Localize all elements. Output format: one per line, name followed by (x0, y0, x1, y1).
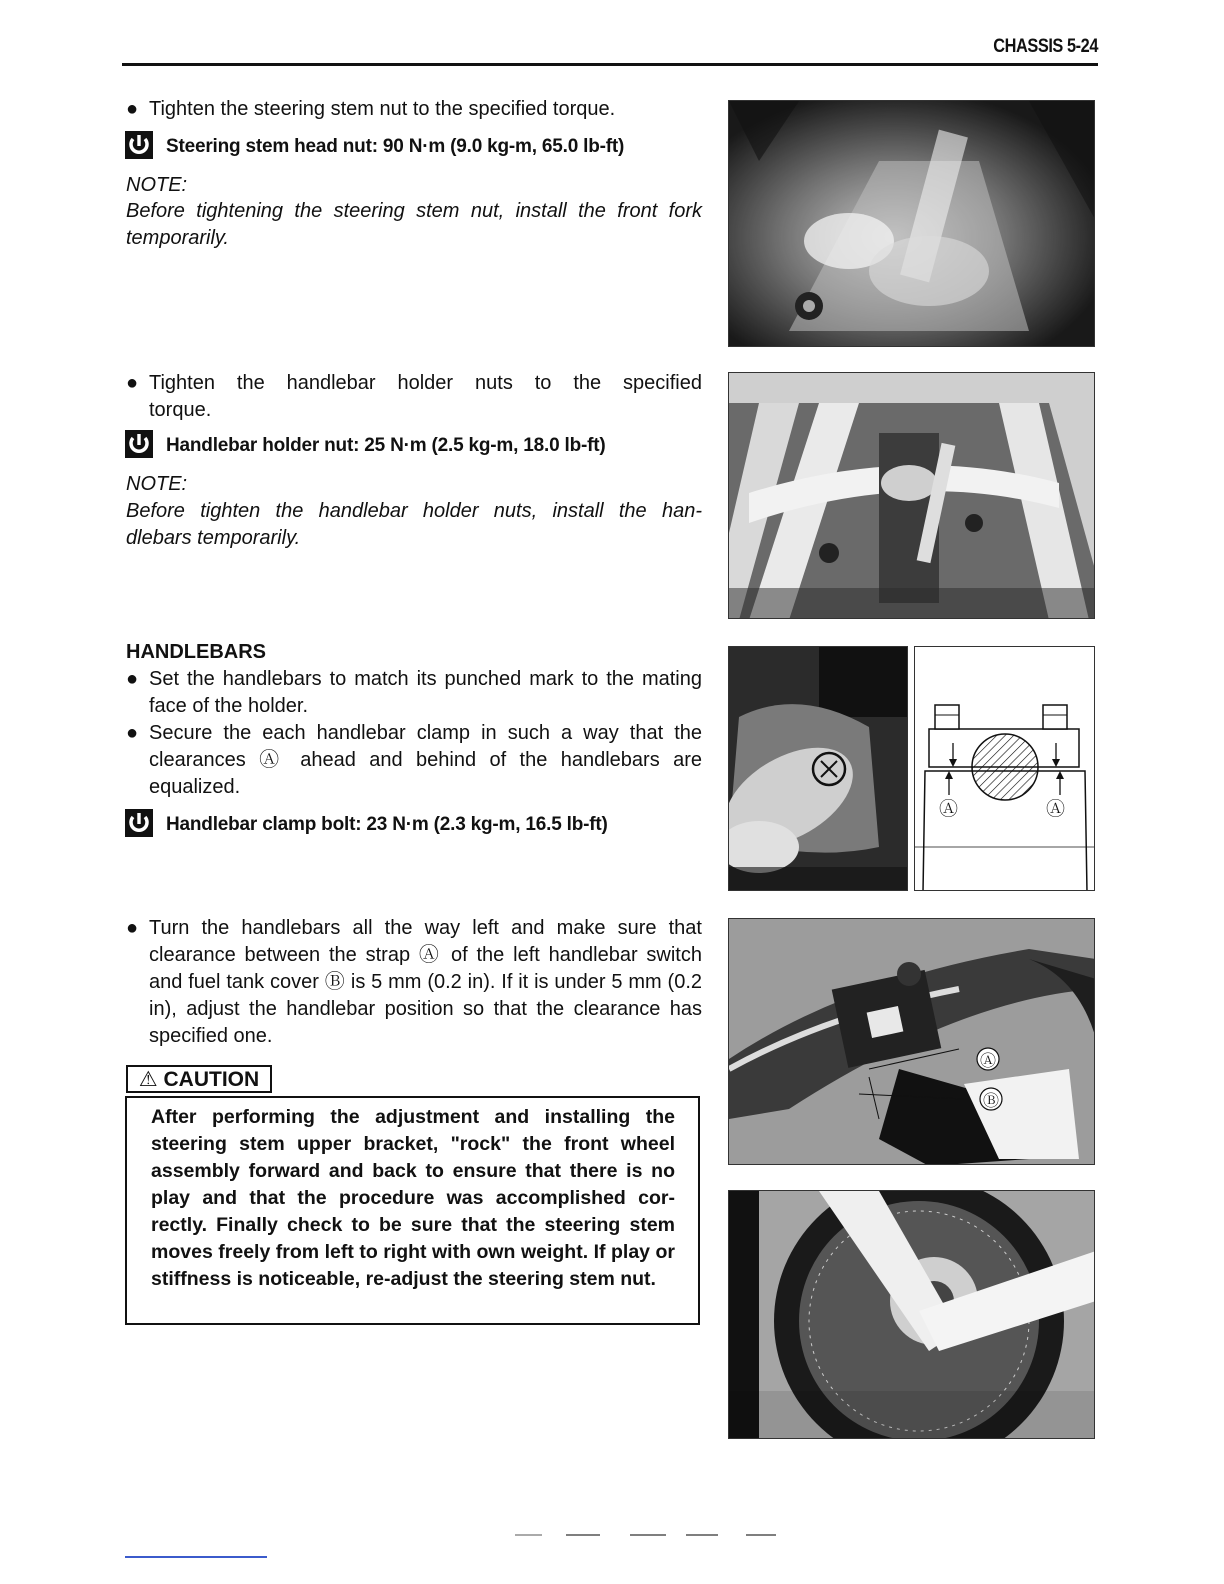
handlebar-clamp-diagram (914, 646, 1095, 891)
bullet-dot: ● (126, 917, 139, 939)
handlebar-clamp-photo (728, 646, 908, 891)
section-heading-handlebars: HANDLEBARS (126, 641, 266, 663)
handlebar-switch-clearance-photo (728, 918, 1095, 1165)
caution-label: ⚠ CAUTION (126, 1065, 272, 1093)
bullet-dot: ● (126, 98, 139, 120)
section2-instruction-line2: torque. (149, 399, 212, 421)
strap-label-a: Ⓐ (980, 1051, 997, 1070)
bullet-dot: ● (126, 668, 139, 690)
note-text-line1: Before tighten the handlebar holder nuts, install the han- (126, 500, 702, 522)
note-text-line2: dlebars temporarily. (126, 527, 301, 549)
section2-torque-spec (124, 431, 606, 461)
clearance-label-right: Ⓐ (1046, 798, 1066, 820)
torque-wrench-icon (124, 429, 154, 464)
section1-instruction: Tighten the steering stem nut to the specified torque. (149, 98, 616, 120)
page-header-title: CHASSIS 5-24 (993, 36, 1098, 57)
section4-instruction: Turn the handlebars all the way left and make sure that clearance between the strap Ⓐ of the left handlebar switch and fuel tank cover Ⓑ is 5 mm (0.2 in). If it is under 5 mm (0.2 in), adjust the handlebar position so that the clearance has specified one. (149, 917, 702, 1047)
clearance-label-left: Ⓐ (939, 798, 959, 820)
torque-spec-text: Handlebar clamp bolt: 23 N·m (2.3 kg-m, 16.5 lb-ft) (166, 814, 608, 835)
caution-text: After performing the adjustment and installing the steering stem upper bracket, "rock" the front wheel assembly forward and back to ensure that there is no play and that the procedure was accomplished cor-rectly. Finally check to be sure that the steering stem moves freely from left to right with own weight. If play or stiffness is noticeable, re-adjust the steering stem nut. (151, 1106, 675, 1290)
front-wheel-photo (728, 1190, 1095, 1439)
section3-instruction-2: Secure the each handlebar clamp in such a way that the clearances Ⓐ ahead and behind of the handlebars are equalized. (149, 722, 702, 798)
note-label: NOTE: (126, 473, 188, 495)
header-rule (122, 63, 1098, 66)
note-label: NOTE: (126, 174, 188, 196)
handlebar-holder-photo (728, 372, 1095, 619)
torque-wrench-icon (124, 130, 154, 165)
footer-link-underline (125, 1556, 267, 1558)
note-text: Before tightening the steering stem nut, install the front fork temporarily. (126, 200, 702, 249)
bullet-dot: ● (126, 372, 139, 394)
section1-torque-spec (124, 132, 624, 162)
section2-instruction-line1: Tighten the handlebar holder nuts to the specified (149, 372, 702, 394)
torque-wrench-icon (124, 808, 154, 843)
section3-instruction-1: Set the handlebars to match its punched mark to the mating face of the holder. (149, 668, 702, 717)
torque-spec-text: Handlebar holder nut: 25 N·m (2.5 kg-m, 18.0 lb-ft) (166, 435, 606, 456)
bullet-dot: ● (126, 722, 139, 744)
tank-cover-label-b: Ⓑ (983, 1091, 1000, 1110)
steering-stem-photo (728, 100, 1095, 347)
torque-spec-text: Steering stem head nut: 90 N·m (9.0 kg-m, 65.0 lb-ft) (166, 136, 625, 157)
footer-print-marks (460, 1526, 820, 1534)
section3-torque-spec (124, 810, 608, 840)
